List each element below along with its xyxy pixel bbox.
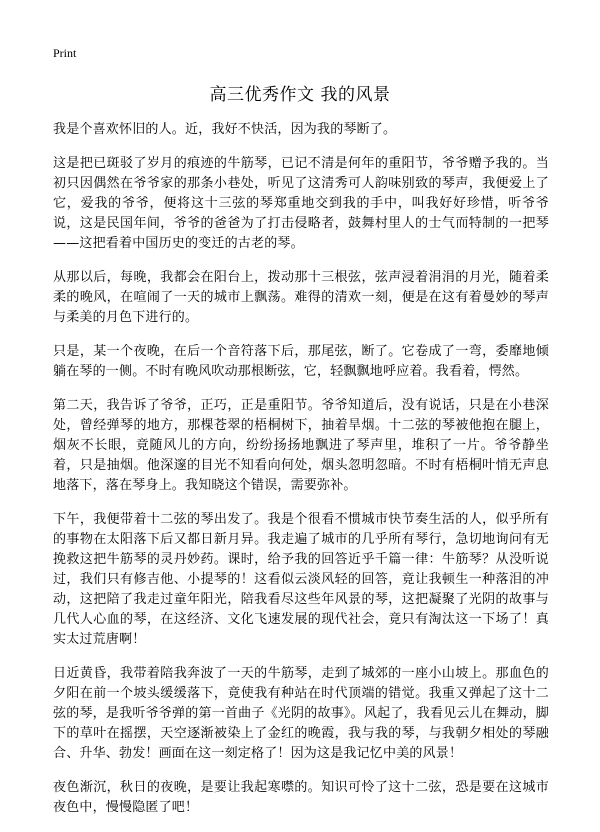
article-paragraph: 这是把已斑驳了岁月的痕迹的牛筋琴，已记不清是何年的重阳节，爷爷赠予我的。当初只因偶然在爷爷家的那条小巷处，听见了这清秀可人韵味别致的琴声，我便爱上了它，爱我的爷爷，便将这十三弦的琴郑重地交到我的手中，叫我好好珍惜，听爷爷说，这是民国年间，爷爷的爸爸为了打击侵略者，鼓舞村里人的士气而特制的一把琴——这把看着中国历史的变迁的古老的琴。 — [53, 156, 549, 251]
article-paragraph: 夜色渐沉，秋日的夜晚，是要让我起寒噤的。知识可怜了这十二弦，恐是要在这城市夜色中，慢慢隐匿了吧！ — [53, 780, 549, 815]
article-paragraph: 只是，某一个夜晚，在后一个音符落下后，那尾弦，断了。它卷成了一弯，委靡地倾躺在琴的一侧。不时有晚风吹动那根断弦，它，轻飘飘地呼应着。我看着，愕然。 — [53, 344, 549, 379]
article-paragraph: 从那以后，每晚，我都会在阳台上，拨动那十三根弦，弦声浸着涓涓的月光，随着柔柔的晚风，在喧闹了一天的城市上飘荡。难得的清欢一刻，便是在这有着曼妙的琴声与柔美的月色下进行的。 — [53, 270, 549, 325]
article-paragraph: 第二天，我告诉了爷爷，正巧，正是重阳节。爷爷知道后，没有说话，只是在小巷深处，曾经弹琴的地方，那棵苍翠的梧桐树下，抽着旱烟。十二弦的琴被他抱在腿上，烟灰不长眼，竟随风儿的方向，纷纷扬扬地飘进了琴声里，堆积了一片。爷爷静坐着，只是抽烟。他深邃的目光不知看向何处，烟头忽明忽暗。不时有梧桐叶悄无声息地落下，落在琴身上。我知晓这个错误，需要弥补。 — [53, 398, 549, 493]
article-paragraph: 日近黄昏，我带着陪我奔波了一天的牛筋琴，走到了城郊的一座小山坡上。那血色的夕阳在前一个坡头缓缓落下，竟使我有种站在时代顶端的错觉。我重又弹起了这十二弦的琴，是我听爷爷弹的第一首曲子《光阴的故事》。风起了，我看见云儿在舞动，脚下的草叶在摇摆，天空逐渐被染上了金红的晚霞，我与我的琴，与我朝夕相处的琴融合、升华、勃发！画面在这一刻定格了！因为这是我记忆中美的风景！ — [53, 666, 549, 761]
print-link[interactable]: Print — [53, 46, 77, 60]
article-paragraph: 下午，我便带着十二弦的琴出发了。我是个很看不惯城市快节奏生活的人，似乎所有的事物在太阳落下后又都日新月异。我走遍了城市的几乎所有琴行，急切地询问有无挽救这把牛筋琴的灵丹妙药。课时，给予我的回答近乎千篇一律：牛筋琴？从没听说过，我们只有修吉他、小提琴的！这看似云淡风轻的回答，竟让我顿生一种落泪的冲动，这把陪了我走过童年阳光，陪我看尽这些年风景的琴，这把凝聚了光阴的故事与几代人心血的琴，在这经济、文化飞速发展的现代社会，竟只有淘汰这一下场了！真实太过荒唐啊！ — [53, 512, 549, 647]
article-body — [53, 120, 549, 832]
article-paragraph: 我是个喜欢怀旧的人。近，我好不快活，因为我的琴断了。 — [53, 122, 397, 137]
article-title: 高三优秀作文 我的风景 — [209, 85, 391, 105]
